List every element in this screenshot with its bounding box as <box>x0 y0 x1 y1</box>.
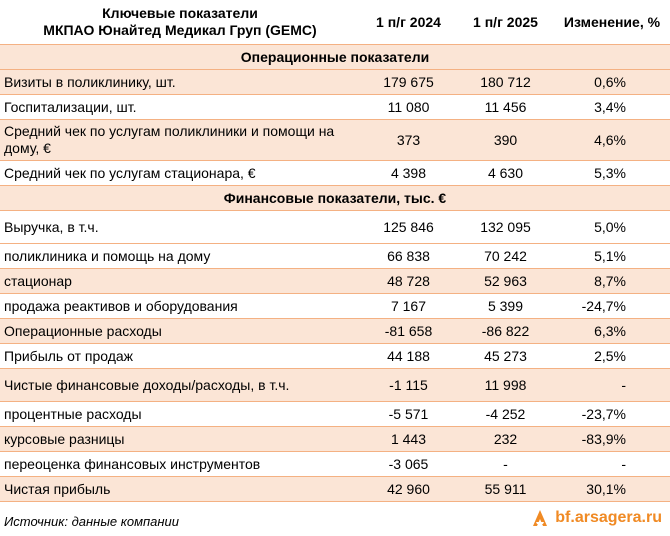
row-label: поликлиника и помощь на дому <box>0 244 360 269</box>
table-row <box>0 211 670 244</box>
row-label: курсовые разницы <box>0 427 360 452</box>
value-2025: 132 095 <box>457 211 554 244</box>
value-2025: 4 630 <box>457 161 554 186</box>
value-change: 0,6% <box>554 70 670 95</box>
table-title-line2: МКПАО Юнайтед Медикал Груп (GEMC) <box>43 22 317 38</box>
value-change: -23,7% <box>554 402 670 427</box>
row-label: Прибыль от продаж <box>0 344 360 369</box>
value-2024: -81 658 <box>360 319 457 344</box>
value-2025: - <box>457 452 554 477</box>
value-change: -24,7% <box>554 294 670 319</box>
value-change: 3,4% <box>554 95 670 120</box>
value-2025: 11 456 <box>457 95 554 120</box>
value-change: 5,1% <box>554 244 670 269</box>
value-2024: 179 675 <box>360 70 457 95</box>
value-2025: 232 <box>457 427 554 452</box>
value-change: 6,3% <box>554 319 670 344</box>
table-row <box>0 70 670 95</box>
table-row <box>0 244 670 269</box>
value-2024: 373 <box>360 120 457 161</box>
value-2024: -5 571 <box>360 402 457 427</box>
table-header-row <box>0 0 670 45</box>
value-2025: 45 273 <box>457 344 554 369</box>
table-row <box>0 95 670 120</box>
arsagera-logo-icon <box>530 508 550 528</box>
value-change: 5,0% <box>554 211 670 244</box>
table-row <box>0 369 670 402</box>
row-label: Средний чек по услугам стационара, € <box>0 161 360 186</box>
row-label: стационар <box>0 269 360 294</box>
row-label: Операционные расходы <box>0 319 360 344</box>
value-change: 4,6% <box>554 120 670 161</box>
column-header-2024: 1 п/г 2024 <box>376 13 441 30</box>
value-2024: 66 838 <box>360 244 457 269</box>
value-2025: 5 399 <box>457 294 554 319</box>
value-2024: 125 846 <box>360 211 457 244</box>
value-2024: 7 167 <box>360 294 457 319</box>
value-change: 5,3% <box>554 161 670 186</box>
row-label: переоценка финансовых инструментов <box>0 452 360 477</box>
table-row <box>0 120 670 161</box>
table-row <box>0 161 670 186</box>
table-row <box>0 294 670 319</box>
value-2025: 390 <box>457 120 554 161</box>
value-2024: 48 728 <box>360 269 457 294</box>
table-row <box>0 344 670 369</box>
row-label: продажа реактивов и оборудования <box>0 294 360 319</box>
section-row-financial <box>0 186 670 211</box>
value-2024: -1 115 <box>360 369 457 402</box>
value-2024: 11 080 <box>360 95 457 120</box>
row-label: Средний чек по услугам поликлиники и помощи на дому, € <box>0 120 360 161</box>
value-2025: -86 822 <box>457 319 554 344</box>
value-2024: -3 065 <box>360 452 457 477</box>
section-row-operational <box>0 45 670 70</box>
table-row <box>0 269 670 294</box>
table-title <box>0 0 360 45</box>
row-label: Госпитализации, шт. <box>0 95 360 120</box>
row-label: процентные расходы <box>0 402 360 427</box>
table-row <box>0 477 670 502</box>
row-label: Чистая прибыль <box>0 477 360 502</box>
value-change: - <box>554 452 670 477</box>
table-row <box>0 319 670 344</box>
section-title-financial: Финансовые показатели, тыс. € <box>0 186 670 211</box>
table-title-line1: Ключевые показатели <box>102 5 258 21</box>
table-row <box>0 452 670 477</box>
logo-text: bf.arsagera.ru <box>555 509 662 526</box>
value-change: 2,5% <box>554 344 670 369</box>
value-2025: 180 712 <box>457 70 554 95</box>
value-2025: 52 963 <box>457 269 554 294</box>
value-change: - <box>554 369 670 402</box>
section-title-operational: Операционные показатели <box>0 45 670 70</box>
value-2024: 42 960 <box>360 477 457 502</box>
value-change: 30,1% <box>554 477 670 502</box>
row-label: Выручка, в т.ч. <box>0 211 360 244</box>
row-label: Визиты в поликлинику, шт. <box>0 70 360 95</box>
value-2025: 11 998 <box>457 369 554 402</box>
value-2024: 1 443 <box>360 427 457 452</box>
value-2025: -4 252 <box>457 402 554 427</box>
value-change: -83,9% <box>554 427 670 452</box>
value-change: 8,7% <box>554 269 670 294</box>
row-label: Чистые финансовые доходы/расходы, в т.ч. <box>0 369 360 402</box>
value-2024: 44 188 <box>360 344 457 369</box>
value-2025: 55 911 <box>457 477 554 502</box>
column-header-change: Изменение, % <box>563 13 661 30</box>
value-2025: 70 242 <box>457 244 554 269</box>
table-row <box>0 402 670 427</box>
arsagera-logo[interactable] <box>530 508 662 528</box>
column-header-2025: 1 п/г 2025 <box>473 13 538 30</box>
value-2024: 4 398 <box>360 161 457 186</box>
source-note: Источник: данные компании <box>4 514 180 529</box>
table-row <box>0 427 670 452</box>
